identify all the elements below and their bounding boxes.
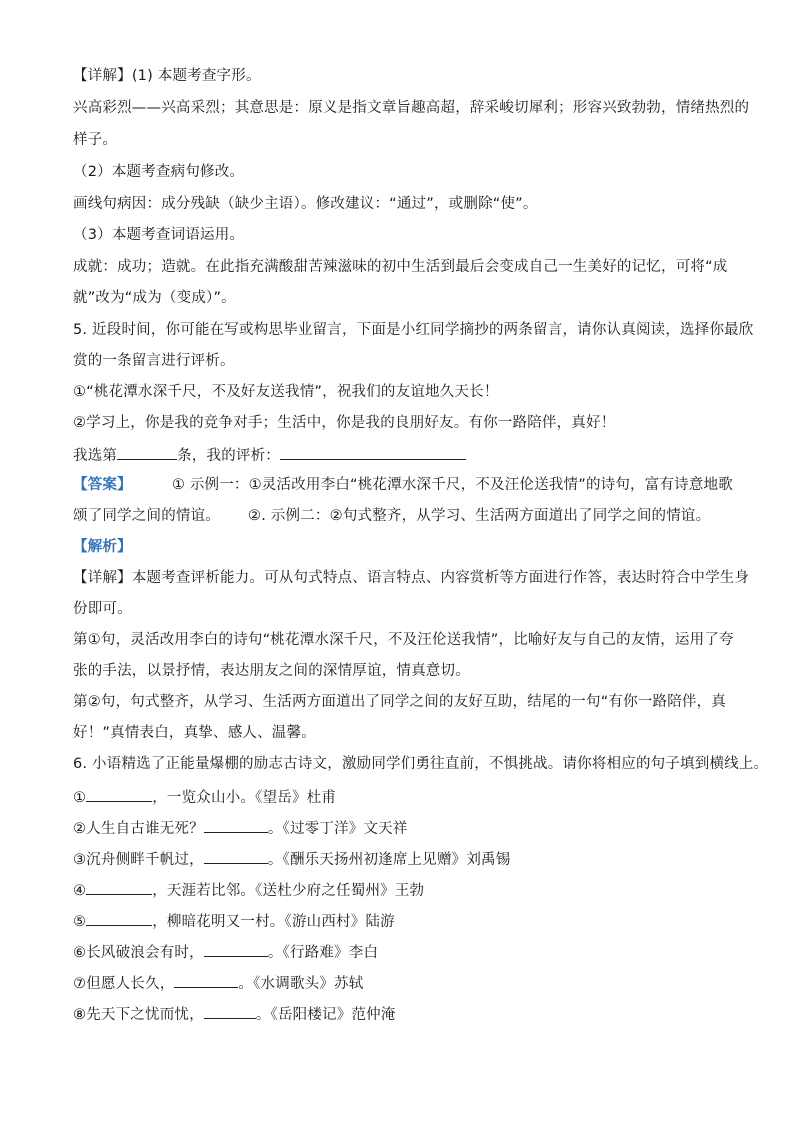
item-suffix: ，天涯若比邻。《送杜少府之任蜀州》王勃 — [152, 883, 425, 899]
answer-tag: 【答案】 — [73, 477, 132, 493]
fill-blank[interactable] — [204, 941, 268, 957]
item-prefix: ① — [73, 790, 87, 806]
choose-prefix: 我选第 — [73, 448, 118, 464]
analysis-tag: 【解析】 — [73, 539, 132, 555]
answer-text-2b: ②. 示例二：②句式整齐，从学习、生活两方面道出了同学之间的情谊。 — [248, 508, 711, 524]
item-prefix: ⑤ — [73, 914, 87, 930]
explain-text-1: 本题考查评析能力。可从句式特点、语言特点、内容赏析等方面进行作答，表达时符合中学生身 — [131, 570, 750, 586]
fill-blank[interactable] — [204, 848, 268, 864]
item-suffix: 。《行路难》李白 — [267, 945, 379, 961]
item-prefix: ⑥长风破浪会有时， — [73, 945, 204, 961]
item-prefix: ⑦但愿人长久， — [73, 976, 175, 992]
q6-item-8 — [73, 1003, 396, 1025]
item-suffix: ，柳暗花明又一村。《游山西村》陆游 — [152, 914, 395, 930]
q4-part3-line2: 就”改为“成为（变成）”。 — [73, 290, 236, 306]
q5-explain-line4: 张的手法，以景抒情，表达朋友之间的深情厚谊，情真意切。 — [73, 663, 470, 679]
choose-mid: 条，我的评析： — [177, 448, 281, 464]
item-suffix: 。《酬乐天扬州初逢席上见赠》刘禹锡 — [267, 852, 511, 868]
q4-part3-line1: 成就：成功；造就。在此指充满酸甜苦辣滋味的初中生活到最后会变成自己一生美好的记忆，可将“成 — [73, 259, 728, 275]
choice-blank[interactable] — [117, 444, 177, 460]
comment-blank[interactable] — [280, 444, 466, 460]
q6-item-3 — [73, 848, 510, 870]
q5-explain-line1 — [73, 568, 749, 588]
fill-blank[interactable] — [204, 817, 268, 833]
q5-option-1: ①“桃花潭水深千尺，不及好友送我情”，祝我们的友谊地久天长！ — [73, 384, 499, 400]
q6-item-4 — [73, 879, 424, 901]
q5-explain-line5: 第②句，句式整齐，从学习、生活两方面道出了同学之间的友好互助，结尾的一句“有你一路陪伴，真 — [73, 694, 727, 710]
q6-item-2 — [73, 817, 408, 839]
fill-blank[interactable] — [86, 910, 152, 926]
fill-blank[interactable] — [86, 786, 152, 802]
q5-choose-line — [73, 444, 466, 466]
item-prefix: ④ — [73, 883, 87, 899]
item-prefix: ⑧先天下之忧而忧， — [73, 1007, 204, 1023]
item-suffix: ，一览众山小。《望岳》杜甫 — [152, 790, 337, 806]
item-suffix: 。《过零丁洋》文天祥 — [267, 821, 408, 837]
q4-part2-title: （2）本题考查病句修改。 — [73, 164, 245, 180]
item-suffix: 。《水调歌头》苏轼 — [238, 976, 364, 992]
q5-answer-line1 — [73, 475, 733, 495]
explain-tag: 【详解】 — [73, 570, 132, 586]
q4-part1-title: (1) 本题考查字形。 — [131, 68, 261, 84]
q6-item-5 — [73, 910, 395, 932]
q5-explain-line3: 第①句，灵活改用李白的诗句“桃花潭水深千尺，不及汪伦送我情”，比喻好友与自己的友情，运用了夸 — [73, 632, 734, 648]
q6-stem: 6. 小语精选了正能量爆棚的励志古诗文，激励同学们勇往直前，不惧挑战。请你将相应的句子填到横线上。 — [73, 756, 769, 772]
q6-item-1 — [73, 786, 336, 808]
q5-stem-line2: 赏的一条留言进行评析。 — [73, 353, 235, 369]
fill-blank[interactable] — [174, 972, 238, 988]
q4-part3-title: （3）本题考查词语运用。 — [73, 227, 245, 243]
q6-item-6 — [73, 941, 378, 963]
q4-explain-title — [73, 66, 261, 86]
q5-stem-line1: 5. 近段时间，你可能在写或构思毕业留言，下面是小红同学摘抄的两条留言，请你认真阅读，选择你最欣 — [73, 322, 754, 338]
fill-blank[interactable] — [204, 1003, 256, 1019]
item-prefix: ③沉舟侧畔千帆过， — [73, 852, 204, 868]
q4-part1-line1: 兴高彩烈——兴高采烈；其意思是：原义是指文章旨趣高超，辞采峻切犀利；形容兴致勃勃，情绪热烈的 — [73, 100, 750, 116]
fill-blank[interactable] — [86, 879, 152, 895]
q5-explain-line6: 好！”真情表白，真挚、感人、温馨。 — [73, 725, 316, 741]
item-suffix: 。《岳阳楼记》范仲淹 — [255, 1007, 396, 1023]
item-prefix: ②人生自古谁无死？ — [73, 821, 204, 837]
q5-explain-line2: 份即可。 — [73, 601, 132, 617]
q6-item-7 — [73, 972, 363, 994]
q4-part2-line1: 画线句病因：成分残缺（缺少主语）。修改建议：“通过”，或删除“使”。 — [73, 196, 538, 212]
answer-text-2a: 颂了同学之间的情谊。 — [73, 508, 220, 524]
q4-part1-line2: 样子。 — [73, 132, 118, 148]
answer-text-1: ① 示例一：①灵活改用李白“桃花潭水深千尺，不及汪伦送我情”的诗句，富有诗意地歌 — [171, 477, 733, 493]
explain-tag: 【详解】 — [73, 68, 132, 84]
q5-answer-line2 — [73, 506, 710, 526]
q5-option-2: ②学习上，你是我的竞争对手；生活中，你是我的良朋好友。有你一路陪伴，真好！ — [73, 415, 616, 431]
